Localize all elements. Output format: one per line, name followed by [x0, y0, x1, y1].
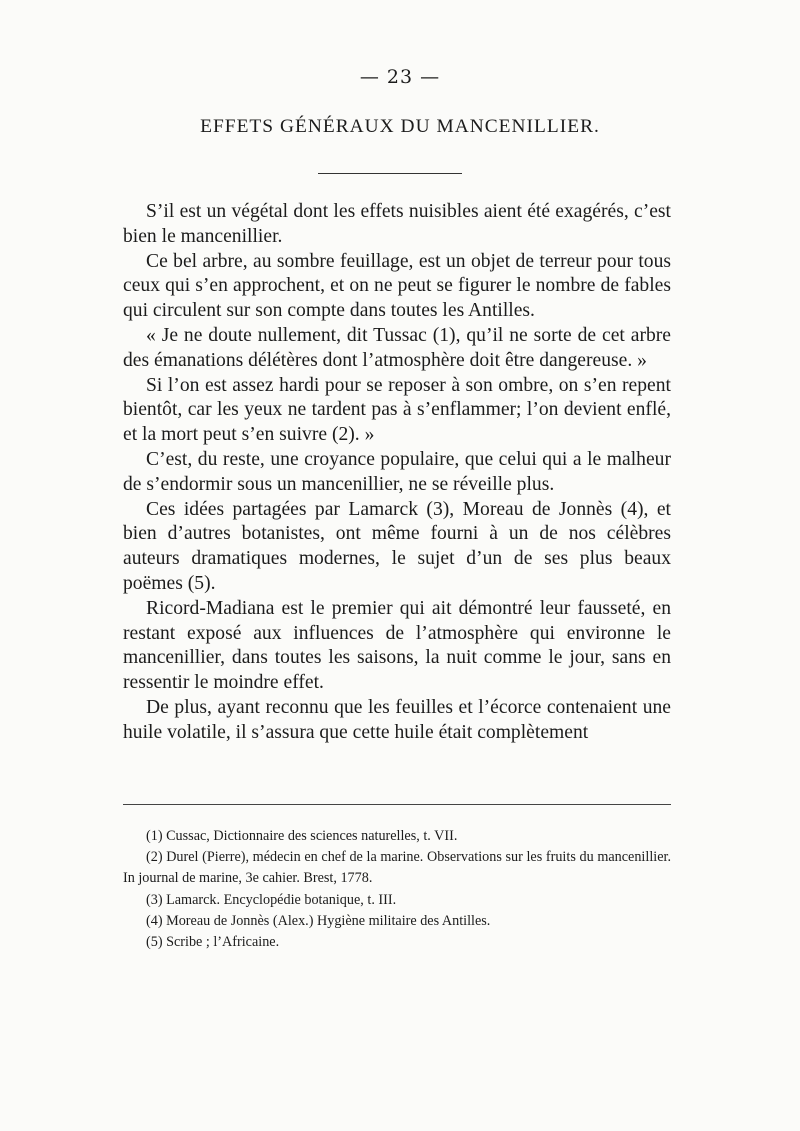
- paragraph: Ces idées partagées par Lamarck (3), Moreau de Jonnès (4), et bien d’autres botanistes, ont même fourni à un de nos célèbres auteurs dramatiques modernes, le sujet d’un de ses plus beaux poëmes (5).: [123, 498, 671, 594]
- footnote: (3) Lamarck. Encyclopédie botanique, t. III.: [146, 891, 397, 908]
- page-number: — 23 —: [359, 66, 441, 88]
- footnote: (1) Cussac, Dictionnaire des sciences naturelles, t. VII.: [146, 828, 458, 844]
- paragraph: Ce bel arbre, au sombre feuillage, est un objet de terreur pour tous ceux qui s’en approchent, et on ne peut se figurer le nombre de fables qui circulent sur son compte dans toutes les Antilles.: [123, 250, 671, 322]
- body-text: [123, 200, 671, 746]
- paragraph: Ricord-Madiana est le premier qui ait démontré leur fausseté, en restant exposé aux influences de l’atmosphère qui environne le mancenillier, dans toutes les saisons, la nuit comme le jour, sans en ressentir le moindre effet.: [123, 597, 671, 694]
- footnote: (2) Durel (Pierre), médecin en chef de la marine. Observations sur les fruits du mancenillier. In journal de marine, 3e cahier. Brest, 1778.: [123, 849, 671, 887]
- paragraph: C’est, du reste, une croyance populaire, que celui qui a le malheur de s’endormir sous un mancenillier, ne se réveille plus.: [123, 448, 671, 495]
- paragraph: De plus, ayant reconnu que les feuilles et l’écorce contenaient une huile volatile, il s’assura que cette huile était complètement: [123, 696, 671, 743]
- footnote: (5) Scribe ; l’Africaine.: [146, 934, 280, 951]
- paragraph: « Je ne doute nullement, dit Tussac (1), qu’il ne sorte de cet arbre des émanations délétères dont l’atmosphère doit être dangereuse. »: [123, 324, 671, 371]
- paragraph: S’il est un végétal dont les effets nuisibles aient été exagérés, c’est bien le mancenillier.: [123, 201, 671, 247]
- footnote: (4) Moreau de Jonnès (Alex.) Hygiène militaire des Antilles.: [146, 912, 491, 929]
- footnote-divider: [123, 804, 671, 805]
- chapter-title: EFFETS GÉNÉRAUX DU MANCENILLIER.: [200, 116, 600, 137]
- footnotes: [123, 826, 671, 953]
- paragraph: Si l’on est assez hardi pour se reposer à son ombre, on s’en repent bientôt, car les yeux ne tardent pas à s’enflammer; l’on devient enflé, et la mort peut s’en suivre (2). »: [123, 374, 671, 446]
- title-divider: [318, 173, 462, 174]
